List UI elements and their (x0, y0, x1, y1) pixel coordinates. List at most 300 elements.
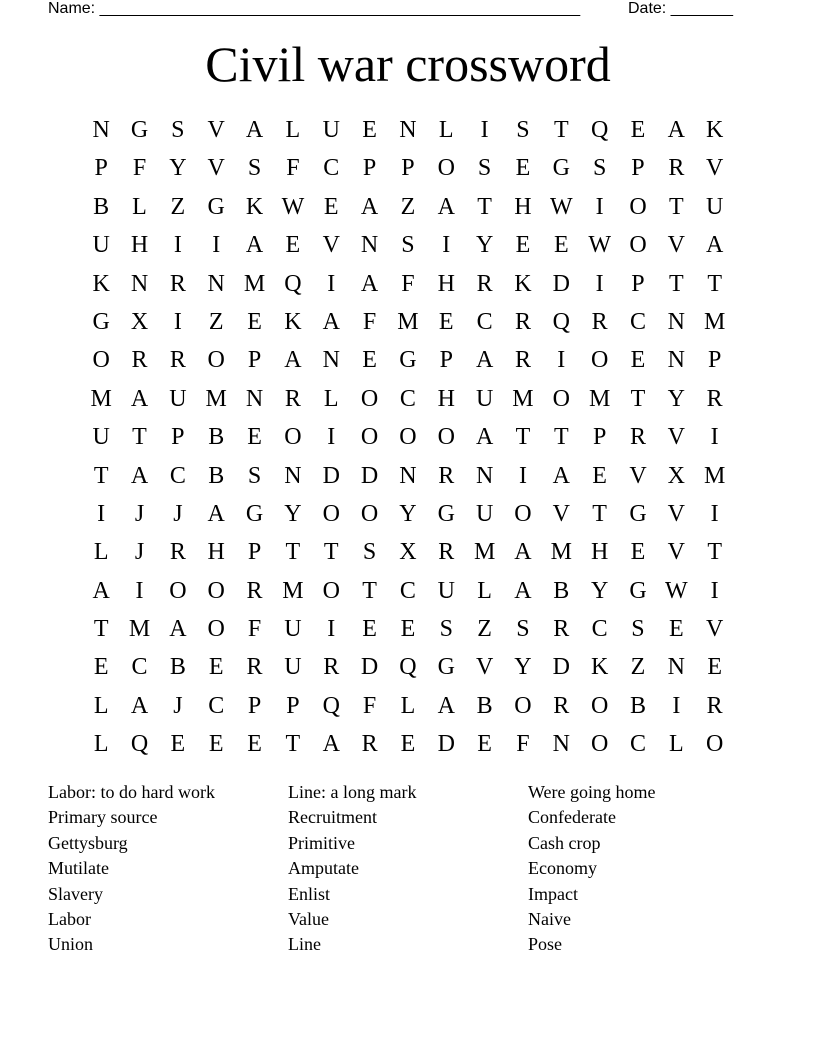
grid-letter: Z (208, 308, 224, 335)
grid-row (82, 303, 734, 341)
grid-letter: E (515, 155, 531, 182)
grid-letter: K (284, 308, 302, 335)
grid-letter: C (208, 692, 225, 719)
grid-letter: V (667, 232, 685, 259)
grid-letter: R (361, 731, 378, 758)
grid-letter: I (327, 616, 336, 643)
grid-letter: R (246, 577, 263, 604)
grid-letter: R (553, 616, 570, 643)
grid-letter: N (399, 462, 417, 489)
grid-letter: A (169, 616, 187, 643)
grid-letter: O (322, 500, 340, 527)
grid-letter: A (437, 692, 455, 719)
grid-letter: Q (399, 654, 417, 681)
grid-letter: I (710, 424, 719, 451)
grid-row (82, 226, 734, 264)
grid-letter: K (590, 654, 609, 681)
grid-letter: T (515, 424, 531, 451)
grid-letter: M (704, 308, 726, 335)
grid-letter: N (284, 462, 302, 489)
grid-letter: C (476, 308, 493, 335)
grid-letter: I (97, 500, 106, 527)
grid-letter: E (93, 654, 109, 681)
grid-letter: Q (130, 731, 149, 758)
grid-letter: O (706, 731, 724, 758)
grid-letter: D (552, 654, 570, 681)
grid-row (82, 341, 734, 379)
grid-letter: A (284, 347, 302, 374)
grid-letter: J (134, 500, 145, 527)
grid-letter: F (247, 616, 262, 643)
grid-letter: E (668, 616, 684, 643)
grid-letter: I (595, 270, 604, 297)
grid-letter: T (553, 424, 569, 451)
grid-letter: N (360, 232, 379, 259)
grid-letter: I (327, 424, 336, 451)
grid-letter: R (706, 692, 723, 719)
grid-letter: G (207, 193, 225, 220)
word-list (48, 780, 768, 958)
grid-letter: T (132, 424, 147, 451)
grid-row (82, 725, 734, 763)
grid-letter: F (362, 308, 377, 335)
grid-letter: V (706, 155, 724, 182)
grid-letter: N (207, 270, 225, 297)
grid-letter: M (512, 385, 534, 412)
grid-letter: U (92, 232, 110, 259)
grid-letter: O (514, 500, 532, 527)
grid-letter: H (590, 539, 609, 566)
grid-letter: C (323, 155, 340, 182)
grid-letter: T (362, 577, 377, 604)
grid-letter: H (130, 232, 149, 259)
grid-letter: V (207, 155, 225, 182)
grid-letter: R (438, 539, 455, 566)
grid-letter: A (475, 347, 494, 374)
word-list-item: Cash crop (528, 832, 601, 853)
grid-letter: V (667, 424, 685, 451)
grid-letter: M (704, 462, 726, 489)
grid-letter: P (94, 155, 108, 182)
grid-letter: I (518, 462, 527, 489)
grid-letter: R (169, 539, 186, 566)
grid-letter: R (169, 347, 186, 374)
grid-letter: F (362, 692, 377, 719)
grid-row (82, 380, 734, 418)
grid-letter: Y (667, 385, 685, 412)
grid-letter: C (169, 462, 186, 489)
grid-letter: M (397, 308, 419, 335)
grid-letter: Z (630, 654, 646, 681)
grid-letter: T (285, 731, 301, 758)
grid-letter: B (169, 654, 186, 681)
grid-letter: P (592, 424, 607, 451)
grid-letter: L (93, 731, 109, 758)
grid-letter: E (592, 462, 607, 489)
grid-letter: H (207, 539, 225, 566)
word-list-item: Slavery (48, 883, 103, 904)
grid-letter: P (171, 424, 185, 451)
grid-letter: R (323, 654, 340, 681)
grid-letter: R (668, 155, 685, 182)
grid-letter: T (668, 193, 684, 220)
grid-letter: G (437, 500, 455, 527)
grid-letter: O (590, 347, 609, 374)
grid-letter: L (323, 385, 339, 412)
word-column (288, 780, 528, 958)
grid-letter: Y (475, 232, 494, 259)
grid-letter: A (667, 117, 685, 143)
grid-letter: R (629, 424, 646, 451)
word-list-item: Economy (528, 858, 597, 879)
grid-letter: M (588, 385, 611, 412)
grid-letter: P (247, 692, 262, 719)
grid-letter: O (437, 155, 455, 182)
grid-letter: O (590, 731, 609, 758)
grid-letter: O (92, 347, 110, 374)
grid-letter: Z (477, 616, 492, 643)
grid-letter: O (207, 616, 225, 643)
grid-letter: E (247, 308, 262, 335)
grid-letter: D (360, 462, 379, 489)
grid-letter: U (92, 424, 110, 451)
grid-letter: Y (514, 654, 532, 681)
word-list-item: Labor: to do hard work (48, 782, 215, 802)
grid-letter: T (553, 117, 569, 143)
grid-letter: Q (284, 270, 302, 297)
grid-letter: A (360, 193, 379, 220)
grid-letter: F (286, 155, 300, 182)
grid-letter: T (93, 616, 109, 643)
grid-letter: B (629, 692, 646, 719)
word-list-item: Primitive (288, 832, 355, 853)
grid-letter: F (132, 155, 147, 182)
grid-letter: W (665, 577, 688, 604)
grid-letter: V (207, 117, 225, 143)
grid-letter: Q (322, 692, 340, 719)
grid-letter: A (706, 232, 724, 259)
grid-letter: G (437, 654, 455, 681)
grid-letter: E (630, 117, 646, 143)
grid-letter: R (514, 308, 531, 335)
grid-letter: L (132, 193, 147, 220)
grid-row (82, 495, 734, 533)
grid-letter: A (245, 232, 264, 259)
grid-letter: T (707, 539, 722, 566)
grid-letter: C (131, 654, 148, 681)
grid-letter: U (169, 385, 187, 412)
grid-letter: A (130, 462, 149, 489)
grid-letter: V (322, 232, 340, 259)
grid-letter: O (514, 692, 532, 719)
grid-letter: I (135, 577, 144, 604)
grid-letter: O (169, 577, 187, 604)
grid-row (82, 457, 734, 495)
grid-letter: P (247, 539, 262, 566)
grid-letter: Y (590, 577, 609, 604)
grid-letter: Y (169, 155, 187, 182)
grid-letter: H (514, 193, 532, 220)
grid-letter: A (207, 500, 225, 527)
grid-letter: L (668, 731, 684, 758)
grid-letter: H (437, 270, 455, 297)
grid-letter: O (360, 385, 379, 412)
grid-letter: A (92, 577, 110, 604)
grid-letter: R (514, 347, 531, 374)
grid-letter: I (480, 117, 489, 143)
word-column (528, 780, 768, 958)
grid-letter: C (591, 616, 608, 643)
grid-letter: Z (170, 193, 186, 220)
grid-letter: E (362, 616, 377, 643)
grid-letter: U (475, 385, 494, 412)
grid-letter: N (667, 347, 685, 374)
grid-letter: A (245, 117, 264, 143)
grid-letter: O (437, 424, 455, 451)
grid-letter: T (668, 270, 684, 297)
word-list-item: Recruitment (288, 807, 377, 828)
grid-letter: W (588, 232, 611, 259)
grid-letter: R (553, 692, 570, 719)
grid-letter: L (400, 692, 416, 719)
grid-letter: I (710, 500, 719, 527)
grid-letter: R (284, 385, 301, 412)
grid-letter: N (245, 385, 264, 412)
word-list-item: Were going home (528, 782, 656, 802)
grid-letter: A (360, 270, 379, 297)
header (48, 0, 748, 20)
name-field-label: Name: ______________________________________________________ (48, 0, 581, 17)
grid-letter: R (706, 385, 723, 412)
grid-letter: Z (400, 193, 416, 220)
grid-letter: A (552, 462, 570, 489)
grid-letter: P (439, 347, 453, 374)
grid-letter: E (208, 731, 224, 758)
grid-letter: C (629, 731, 646, 758)
grid-letter: B (208, 462, 225, 489)
grid-letter: U (284, 654, 302, 681)
grid-letter: C (399, 577, 416, 604)
grid-letter: I (672, 692, 681, 719)
grid-letter: N (130, 270, 149, 297)
grid-letter: S (516, 117, 530, 143)
word-list-item: Mutilate (48, 858, 109, 879)
grid-letter: N (475, 462, 494, 489)
grid-letter: N (667, 308, 685, 335)
grid-row (82, 149, 734, 187)
grid-letter: G (130, 117, 149, 143)
grid-letter: P (401, 155, 415, 182)
grid-letter: O (360, 424, 379, 451)
grid-letter: G (629, 500, 647, 527)
grid-letter: L (93, 692, 109, 719)
grid-letter: E (438, 308, 454, 335)
grid-letter: C (629, 308, 646, 335)
grid-letter: E (208, 654, 224, 681)
grid-letter: S (477, 155, 492, 182)
word-list-item: Primary source (48, 807, 158, 828)
grid-letter: I (327, 270, 336, 297)
grid-letter: K (514, 270, 532, 297)
grid-row (82, 687, 734, 725)
grid-letter: O (284, 424, 302, 451)
grid-letter: A (322, 731, 340, 758)
grid-letter: I (595, 193, 604, 220)
grid-letter: B (208, 424, 225, 451)
grid-letter: O (360, 500, 379, 527)
grid-letter: W (549, 193, 573, 220)
word-list-item: Gettysburg (48, 832, 128, 853)
grid-letter: E (707, 654, 722, 681)
word-column (48, 780, 288, 958)
grid-letter: M (473, 539, 496, 566)
grid-letter: T (592, 500, 607, 527)
grid-letter: T (323, 539, 339, 566)
grid-letter: G (552, 155, 570, 182)
grid-letter: A (322, 308, 340, 335)
grid-letter: O (207, 577, 225, 604)
grid-letter: O (629, 232, 647, 259)
grid-letter: A (475, 424, 494, 451)
grid-letter: M (550, 539, 572, 566)
word-list-item: Confederate (528, 807, 616, 828)
grid-letter: A (130, 692, 149, 719)
grid-letter: P (631, 270, 645, 297)
grid-letter: S (516, 616, 530, 643)
grid-letter: U (475, 500, 494, 527)
grid-letter: E (630, 539, 646, 566)
grid-letter: V (552, 500, 570, 527)
grid-letter: S (631, 616, 645, 643)
letter-grid (82, 111, 734, 764)
grid-letter: B (476, 692, 493, 719)
grid-letter: L (285, 117, 301, 143)
grid-letter: S (592, 155, 607, 182)
grid-letter: K (245, 193, 264, 220)
grid-letter: J (134, 539, 145, 566)
grid-letter: E (400, 616, 416, 643)
grid-letter: I (442, 232, 451, 259)
grid-letter: U (322, 117, 340, 143)
grid-letter: L (93, 539, 109, 566)
grid-letter: S (247, 462, 262, 489)
grid-letter: M (128, 616, 151, 643)
grid-letter: B (553, 577, 570, 604)
grid-letter: A (437, 193, 455, 220)
grid-row (82, 111, 734, 149)
grid-letter: P (707, 347, 722, 374)
grid-letter: V (475, 654, 494, 681)
grid-letter: P (286, 692, 300, 719)
grid-letter: M (90, 385, 112, 412)
grid-letter: V (706, 616, 724, 643)
grid-letter: S (247, 155, 262, 182)
grid-letter: B (93, 193, 110, 220)
grid-letter: U (437, 577, 455, 604)
grid-letter: M (243, 270, 266, 297)
grid-letter: I (557, 347, 566, 374)
grid-letter: G (629, 577, 647, 604)
grid-letter: U (706, 193, 724, 220)
grid-letter: N (399, 117, 417, 143)
grid-letter: J (173, 500, 183, 527)
grid-row (82, 610, 734, 648)
word-list-item: Value (288, 909, 329, 930)
grid-letter: L (438, 117, 454, 143)
grid-letter: O (207, 347, 225, 374)
word-list-item: Line (288, 934, 321, 955)
grid-letter: M (282, 577, 304, 604)
grid-letter: T (285, 539, 301, 566)
grid-letter: X (399, 539, 417, 566)
grid-letter: J (173, 692, 183, 719)
grid-letter: F (516, 731, 530, 758)
grid-letter: I (173, 232, 182, 259)
grid-letter: R (131, 347, 148, 374)
grid-letter: N (322, 347, 340, 374)
grid-letter: N (92, 117, 110, 143)
grid-letter: O (552, 385, 570, 412)
grid-letter: S (362, 539, 377, 566)
grid-letter: P (362, 155, 377, 182)
grid-letter: K (92, 270, 110, 297)
grid-letter: T (630, 385, 646, 412)
grid-letter: Y (284, 500, 302, 527)
grid-letter: T (477, 193, 492, 220)
grid-letter: R (246, 654, 263, 681)
grid-row (82, 533, 734, 571)
grid-letter: M (205, 385, 227, 412)
grid-letter: E (553, 232, 569, 259)
grid-letter: Q (590, 117, 609, 143)
grid-letter: A (514, 539, 532, 566)
grid-letter: E (247, 424, 262, 451)
word-list-item: Naive (528, 909, 571, 930)
grid-letter: S (401, 232, 415, 259)
grid-letter: G (245, 500, 264, 527)
word-list-item: Enlist (288, 883, 331, 904)
word-list-item: Pose (528, 934, 563, 955)
grid-letter: X (667, 462, 685, 489)
grid-letter: Q (552, 308, 570, 335)
word-list-item: Line: a long mark (288, 782, 417, 802)
grid-letter: E (362, 347, 377, 374)
grid-row (82, 188, 734, 226)
grid-letter: V (667, 500, 685, 527)
grid-letter: E (323, 193, 339, 220)
grid-letter: D (437, 731, 455, 758)
grid-letter: I (212, 232, 221, 259)
grid-letter: V (667, 539, 685, 566)
grid-letter: R (591, 308, 608, 335)
grid-letter: G (399, 347, 417, 374)
grid-letter: P (247, 347, 262, 374)
grid-letter: T (707, 270, 722, 297)
grid-letter: A (514, 577, 532, 604)
grid-letter: P (631, 155, 645, 182)
grid-letter: E (285, 232, 301, 259)
grid-letter: X (130, 308, 149, 335)
grid-letter: V (629, 462, 647, 489)
grid-letter: O (399, 424, 417, 451)
grid-letter: L (477, 577, 492, 604)
word-list-item: Impact (528, 883, 578, 904)
grid-letter: T (93, 462, 109, 489)
grid-letter: O (629, 193, 647, 220)
grid-letter: D (360, 654, 379, 681)
grid-letter: E (362, 117, 377, 143)
grid-letter: S (439, 616, 453, 643)
